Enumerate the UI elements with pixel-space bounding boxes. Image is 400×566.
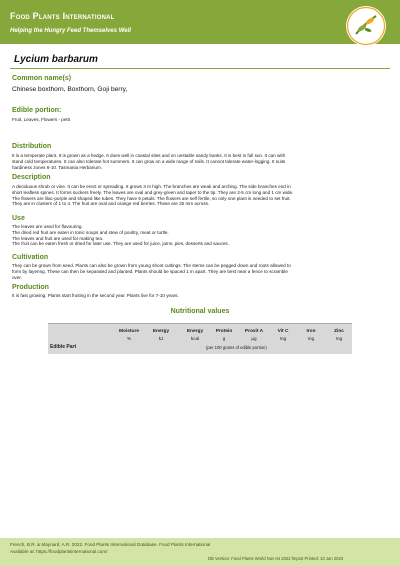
- version-text: DB Version: Food Plants World Nov 04 2022 fmp16 Printed: 10 Jan 2023: [208, 556, 344, 561]
- column-header: Energy: [186, 329, 204, 334]
- text-line: form by layering. These can then be separated and planted. Plants should be spaced 1 m apart. They are best near a fence to scramble: [12, 268, 288, 274]
- column-unit: %: [126, 336, 132, 341]
- column-unit: mg: [279, 336, 287, 341]
- text-line: stand cold temperatures. It can also tolerate hot summers. It can grow on a wide range of soils. It cannot tolerate water-logging. It suits: [12, 158, 286, 164]
- use-heading: Use: [12, 215, 25, 222]
- common-names-heading: Common name(s): [12, 75, 72, 82]
- column-unit: kcal: [190, 336, 200, 341]
- column-unit: µg: [251, 336, 257, 341]
- text-line: The dried red fruit are eaten in tonic soups and stew of poultry, meat or turtle.: [12, 229, 169, 235]
- text-line: short leafless spines. It forms suckers freely. The leaves are oval and grey-green and taper to the tip. They are 2-5 cm long and 1 cm wide.: [12, 189, 294, 195]
- column-header: Energy: [152, 329, 170, 334]
- text-line: The leaves and fruit are used for making tea.: [12, 235, 104, 241]
- text-line: A deciduous shrub or vine. It can be erect or spreading. It grows 3 m high. The branches are weak and arching. The side branches end in: [12, 184, 291, 189]
- column-header: Vit C: [277, 329, 289, 334]
- footer: [0, 538, 400, 566]
- production-heading: Production: [12, 284, 49, 291]
- distribution-text: [12, 153, 386, 170]
- text-line: They can be grown from seed. Plants can also be grown from young shoot cuttings. The stems can be pegged down and roots allowed to: [12, 263, 291, 268]
- website-link[interactable]: Available at: https://foodplantsinternational.com/: [10, 549, 108, 554]
- edible-part-label: Edible Part: [50, 344, 77, 350]
- cultivation-text: [12, 263, 386, 280]
- description-text: [12, 184, 386, 207]
- column-header: Protein: [215, 329, 233, 334]
- column-header: Iron: [306, 329, 316, 334]
- per-100g-note: (per 100 grams of edible portion): [206, 345, 267, 350]
- text-line: The leaves are used for flavouring.: [12, 224, 83, 229]
- column-header: Moisture: [119, 329, 139, 334]
- column-unit: g: [222, 336, 226, 341]
- citation-text: French, B.R. & Maynard, A.R. 2022. Food Plants International Database. Food Plants International: [10, 542, 211, 547]
- description-heading: Description: [12, 174, 51, 181]
- edible-portion-heading: Edible portion:: [12, 107, 62, 114]
- distribution-heading: Distribution: [12, 143, 52, 150]
- common-names-text: Chinese boxthorn, Boxthorn, Goji berry,: [12, 86, 128, 93]
- edible-portion-text: Fruit, Leaves, Flowers - petit: [12, 117, 70, 122]
- column-header: Zinc: [334, 329, 344, 334]
- header-banner: [0, 0, 400, 44]
- divider: [10, 68, 390, 69]
- text-line: hardiness zones 6-10. Tasmania Herbarium.: [12, 164, 103, 170]
- column-header: Provit A: [244, 329, 264, 334]
- text-line: over.: [12, 274, 22, 280]
- nutrition-title: Nutritional values: [170, 308, 230, 315]
- text-line: The fruit can be eaten fresh or dried for later use. They are used for juice, jams, pies, desserts and sauces.: [12, 241, 229, 247]
- column-unit: kJ: [158, 336, 164, 341]
- species-name: Lycium barbarum: [14, 54, 98, 65]
- production-text: It is fast growing. Plants start fruiting in the second year. Plants live for 7-10 years.: [12, 293, 179, 298]
- text-line: They are in clusters of 1 to 4. The fruit are oval and orange red berries. These are 25 mm across.: [12, 201, 210, 207]
- cultivation-heading: Cultivation: [12, 254, 49, 261]
- text-line: It is a temperate plant. It is grown as a hedge. It does well in coastal sites and on unstable sandy banks. It is best in full sun. It can with: [12, 153, 286, 158]
- brand-tagline: Helping the Hungry Feed Themselves Well: [10, 28, 131, 34]
- fpi-logo-icon: [344, 4, 388, 48]
- column-unit: mg: [307, 336, 315, 341]
- nutrition-table: [48, 323, 352, 354]
- text-line: The flowers are lilac-purple and shaped like tubes. They have 5 petals. The flowers are self fertile, so only one plant is needed to set fruit.: [12, 195, 291, 201]
- use-text: [12, 224, 386, 247]
- brand-title: Food Plants International: [10, 11, 115, 21]
- column-unit: mg: [335, 336, 343, 341]
